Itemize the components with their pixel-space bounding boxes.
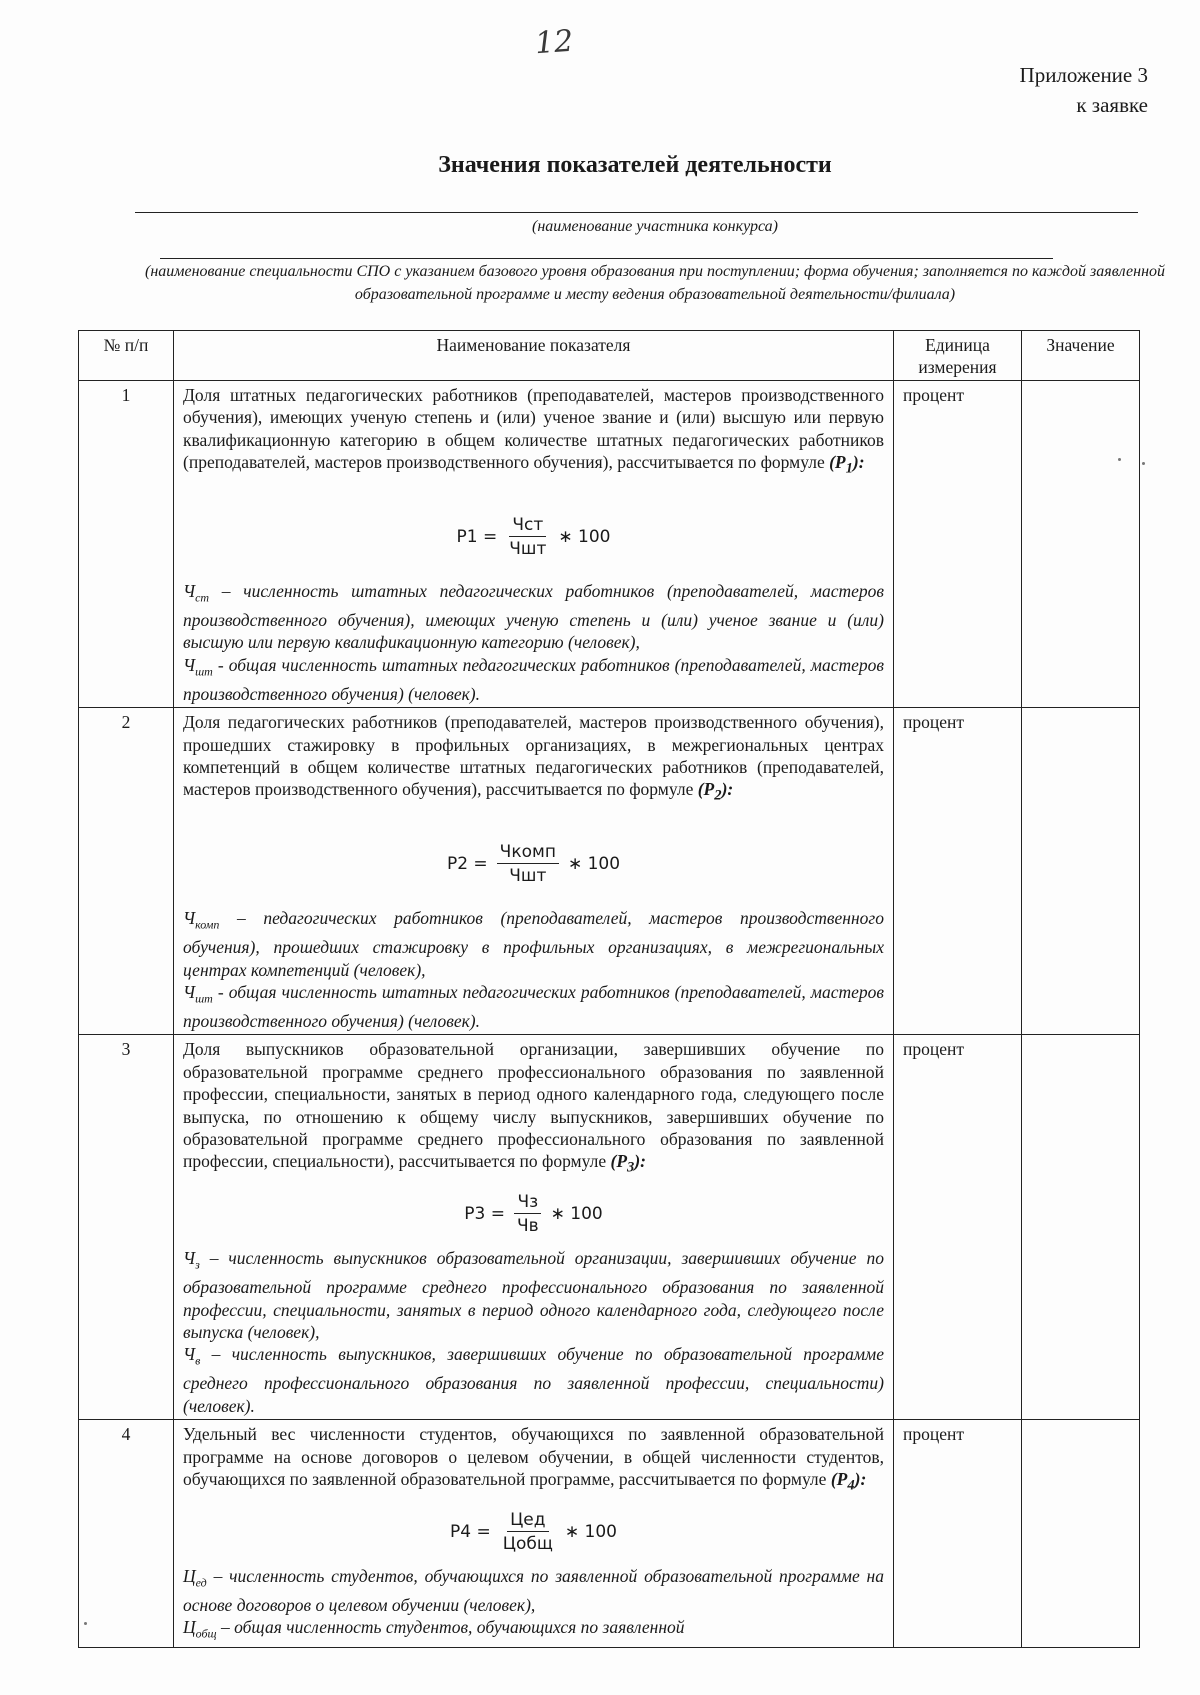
variable-definition: $Ч_{комп}$ – педагогических работников (преподавателей, мастеров производственного обучения), прошедших стажировку в профильных организациях, в межрегиональных центрах компетенций (человек), <box>183 908 884 980</box>
specialty-underline <box>160 258 1053 259</box>
variable-definition: $Ц_{ед}$ – численность студентов, обучающихся по заявленной образовательной программе на основе договоров о целевом обучении (человек), <box>183 1565 884 1615</box>
handwritten-page-number: 12 <box>533 23 575 62</box>
scan-speck <box>1118 458 1121 461</box>
indicator-description: Доля штатных педагогических работников (преподавателей, мастеров производственного обучения), имеющих ученую степень и (или) ученое звание и (или) высшую или первую квалификационную категорию в общем количестве штатных педагогических работников (преподавателей, мастеров производственного обучения), рассчитывается по формуле $(P_1)$: <box>183 385 884 477</box>
participant-underline <box>135 212 1138 213</box>
header-number: № п/п <box>79 331 174 381</box>
header-unit: Единица измерения <box>894 331 1022 381</box>
unit-cell: процент <box>894 1035 1022 1420</box>
unit-cell: процент <box>894 1420 1022 1648</box>
row-number: 2 <box>79 708 174 1035</box>
formula: P2 = $\frac{\text{Чкомп}}{\text{Чшт}}$ ∗ 100 <box>446 842 621 887</box>
variable-definition: $Ч_{шт}$ - общая численность штатных педагогических работников (преподавателей, мастеров производственного обучения) (человек). <box>183 654 884 704</box>
value-cell <box>1022 708 1140 1035</box>
appendix-label <box>1020 60 1148 120</box>
table-row <box>79 708 1140 1035</box>
scan-speck <box>84 1622 87 1625</box>
formula-variables <box>183 1565 884 1645</box>
row-number: 1 <box>79 381 174 708</box>
variable-definition: $Ч_з$ – численность выпускников образовательной организации, завершивших обучение по образовательной программе среднего профессионального образования по заявленной профессии, специальности, занятых в период одного календарного года, следующего после выпуска (человек), <box>183 1248 884 1342</box>
indicators-table <box>78 330 1140 1648</box>
variable-definition: $Ч_{шт}$ - общая численность штатных педагогических работников (преподавателей, мастеров производственного обучения) (человек). <box>183 982 884 1031</box>
table-row <box>79 381 1140 708</box>
unit-cell: процент <box>894 708 1022 1035</box>
value-cell <box>1022 1420 1140 1648</box>
value-cell <box>1022 1035 1140 1420</box>
value-cell <box>1022 381 1140 708</box>
indicator-description: Удельный вес численности студентов, обучающихся по заявленной образовательной программе на основе договоров о целевом обучении, в общей численности студентов, обучающихся по заявленной образовательной программе, рассчитывается по формуле $(P_4)$: <box>183 1424 884 1494</box>
appendix-line-2: к заявке <box>1076 93 1148 117</box>
indicator-description: Доля выпускников образовательной организации, завершивших обучение по образовательной программе среднего профессионального образования по заявленной профессии, специальности, занятых в период одного календарного года, следующего после выпуска, по отношению к общему числу выпускников, завершивших обучение по образовательной программе среднего профессионального образования по заявленной профессии, специальности), рассчитывается по формуле $(P_3)$: <box>183 1039 884 1176</box>
formula: P1 = $\frac{\text{Чст}}{\text{Чшт}}$ ∗ 100 <box>456 515 611 560</box>
header-value: Значение <box>1022 331 1140 381</box>
formula-variables <box>183 1247 884 1417</box>
indicator-cell <box>174 708 894 1035</box>
document-title: Значения показателей деятельности <box>438 152 832 178</box>
variable-definition: $Ц_{общ}$ – общая численность студентов, обучающихся по заявленной <box>183 1617 685 1641</box>
header-indicator-name: Наименование показателя <box>174 331 894 381</box>
formula-variables <box>183 580 884 705</box>
unit-cell: процент <box>894 381 1022 708</box>
table-row <box>79 1420 1140 1648</box>
scan-speck <box>1142 462 1145 465</box>
indicator-cell <box>174 1420 894 1648</box>
formula-variables <box>183 907 884 1032</box>
variable-definition: $Ч_{ст}$ – численность штатных педагогических работников (преподавателей, мастеров производственного обучения), имеющих ученую степень и (или) ученое звание и (или) высшую или первую квалификационную категорию (человек), <box>183 581 884 653</box>
variable-definition: $Ч_в$ – численность выпускников, завершивших обучение по образовательной программе среднего профессионального образования по заявленной профессии, специальности) (человек). <box>183 1344 884 1416</box>
row-number: 4 <box>79 1420 174 1648</box>
formula: P4 = $\frac{\text{Цед}}{\text{Цобщ}}$ ∗ 100 <box>450 1509 617 1554</box>
indicator-description: Доля педагогических работников (преподавателей, мастеров производственного обучения), прошедших стажировку в профильных организациях, в межрегиональных центрах компетенций в общем количестве штатных педагогических работников (преподавателей, мастеров производственного обучения), рассчитывается по формуле $(P_2)$: <box>183 712 884 804</box>
table-row <box>79 1035 1140 1420</box>
indicator-cell <box>174 381 894 708</box>
participant-caption: (наименование участника конкурса) <box>531 218 778 235</box>
formula: P3 = $\frac{Чз}{Чв}$ ∗ 100 <box>464 1192 603 1237</box>
row-number: 3 <box>79 1035 174 1420</box>
table-header-row <box>79 331 1140 381</box>
indicator-cell <box>174 1035 894 1420</box>
appendix-line-1: Приложение 3 <box>1019 63 1148 87</box>
specialty-caption: (наименование специальности СПО с указанием базового уровня образования при поступлении; форма обучения; заполняется по каждой заявленной образовательной программе и месту ведения образовательной деятельности/филиала) <box>145 263 1165 303</box>
